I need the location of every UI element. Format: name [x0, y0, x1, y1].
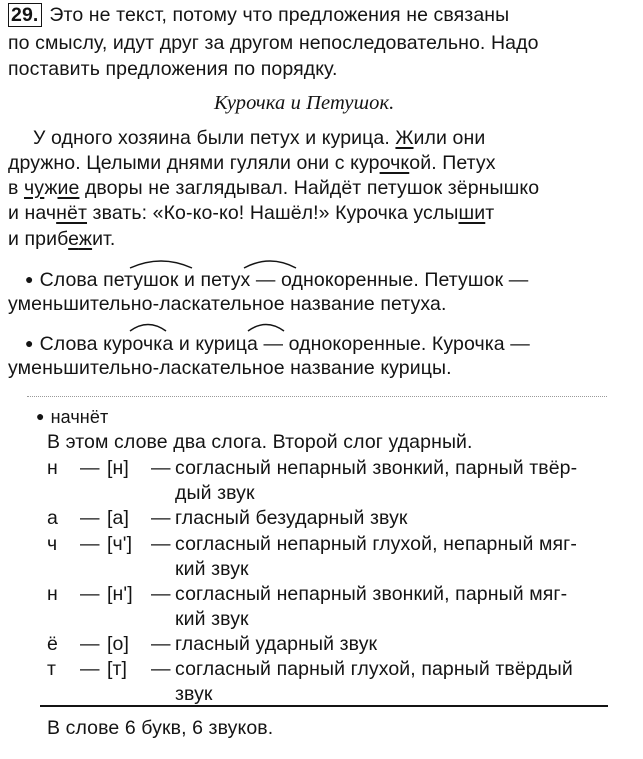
root-arc-kuritsa [244, 319, 288, 333]
story-line-4: и начнёт звать: «Ко-ко-ко! Нашёл!» Курочка услышит [8, 202, 495, 224]
intro-line-1: 29. Это не текст, потому что предложения не связаны [8, 3, 509, 27]
textbook-page: 29. Это не текст, потому что предложения не связаны по смыслу, идут друг за другом непоследовательно. Надо поставить предложения по порядку. Курочка и Петушок. У одного хозяина были петух и курица. Жили они дружно. Целыми днями гуляли они с курочкой. Петух в чужие дворы не заглядывал. Найдёт петушок зёрнышко и начнёт звать: «Ко-ко-ко! Нашёл!» Курочка услышит и прибежит. ● Слова петушок и петух — однокоренные. Петушок — уменьшительно-ласкательное название петуха. ● Слова курочка и курица — однокоренные. Курочка — уменьшительно-ласкательное название курицы. ● начнёт В этом слове два слога. Второй слог ударный. н — [н] — согласный непарный звонкий, парный твёр- дый звук а — [а] — гласный безударный звук ч — [ч'] — согласный непарный глухой, непарный мяг- кий звук н — [н'] — согласный непарный звонкий, парный мяг- кий звук ё — [о] — гласный ударный звук т — [т] — согласный парный глухой, парный твёрдый звук В слове 6 букв, 6 звуков. [0, 0, 643, 759]
analysis-word-line [36, 405, 108, 430]
bullet-icon: ● [36, 408, 45, 424]
bullet-1-line-2: уменьшительно-ласкательное название петуха. [8, 293, 447, 315]
bullet-icon: ● [25, 271, 34, 287]
phonetic-row-ch-cont: кий звук [175, 558, 249, 580]
intro-line-3: поставить предложения по порядку. [8, 58, 338, 80]
summary-divider [40, 705, 608, 707]
phonetic-row-n-soft-cont: кий звук [175, 608, 249, 630]
story-line-2: дружно. Целыми днями гуляли они с курочкой. Петух [8, 152, 496, 174]
story-line-3: в чужие дворы не заглядывал. Найдёт петушок зёрнышко [8, 177, 540, 199]
story-title: Курочка и Петушок. [214, 92, 395, 114]
syllables-line: В этом слове два слога. Второй слог ударный. [47, 431, 473, 453]
root-arc-petukh [240, 256, 300, 270]
bullet-icon: ● [25, 335, 34, 351]
root-arc-kurochka [126, 319, 170, 333]
analysis-word: начнёт [50, 407, 109, 427]
phonetic-row-t-cont: звук [175, 683, 213, 705]
root-arc-petushok [126, 256, 196, 270]
phonetic-row-n-cont: дый звук [175, 482, 255, 504]
intro-line-2: по смыслу, идут друг за другом непоследовательно. Надо [8, 32, 539, 54]
bullet-2-line-1: ● Слова курочка и курица — однокоренные. Курочка — [25, 333, 530, 355]
story-line-1: У одного хозяина были петух и курица. Жили они [33, 127, 486, 149]
bullet-1-line-1: ● Слова петушок и петух — однокоренные. Петушок — [25, 269, 529, 291]
section-separator [27, 396, 607, 397]
summary-line: В слове 6 букв, 6 звуков. [47, 717, 274, 739]
bullet-2-line-2: уменьшительно-ласкательное название курицы. [8, 357, 452, 379]
story-line-5: и прибежит. [8, 228, 116, 250]
task-number: 29. [8, 3, 42, 27]
